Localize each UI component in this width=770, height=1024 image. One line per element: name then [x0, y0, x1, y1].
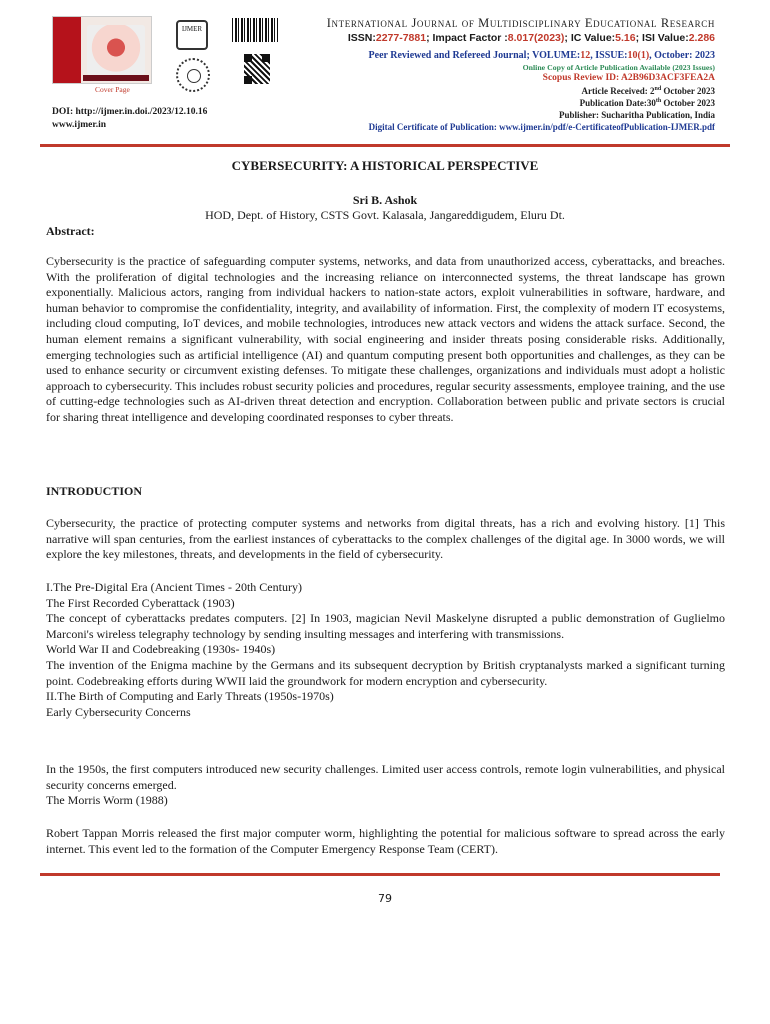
cover-strip	[83, 75, 149, 81]
peer-suffix: , October: 2023	[649, 50, 715, 61]
section-early-threats	[46, 762, 725, 809]
isi-label: ; ISI Value:	[635, 32, 689, 44]
impact-value: 8.017(2023)	[507, 32, 565, 44]
isi-value: 2.286	[688, 32, 715, 44]
section-morris-worm	[46, 826, 725, 857]
volume-value: 12	[580, 50, 591, 61]
subsection-text: The invention of the Enigma machine by the Germans and its subsequent decryption by British cryptanalysts marked a significant turning point. Codebreaking efforts during WWII laid the groundwork for modern encryption and cybersecurity.	[46, 657, 725, 688]
section-title: The Pre-Digital Era (Ancient Times - 20th Century)	[53, 580, 302, 594]
issn-value: 2277-7881	[375, 32, 427, 44]
subsection-text: In the 1950s, the first computers introduced new security challenges. Limited user access controls, remote login vulnerabilities, and physical security concerns emerged.	[46, 762, 725, 792]
pubdate-prefix: Publication Date:30	[579, 98, 656, 108]
qr-code-icon	[244, 54, 270, 84]
seal-icon	[176, 58, 210, 92]
barcode-icon	[232, 18, 278, 42]
pubdate-suffix: October 2023	[661, 98, 715, 108]
section-pre-digital	[46, 580, 725, 720]
intro-heading: INTRODUCTION	[46, 484, 143, 498]
ic-label: ; IC Value:	[564, 32, 616, 44]
author-affiliation: HOD, Dept. of History, CSTS Govt. Kalasala, Jangareddigudem, Eluru Dt.	[205, 208, 565, 222]
abstract-text: Cybersecurity is the practice of safeguarding computer systems, networks, and data from unauthorized access, cyberattacks, and breaches. With the proliferation of digital technologies and the increasing reliance on interconnected systems, the threat landscape has grown exponentially. Malicious actors, ranging from individual hackers to nation-state actors, exploit vulnerabilities in software, hardware, and human behavior to compromise the confidentiality, integrity, and availability of information. First, the complexity of modern IT ecosystems, including cloud computing, IoT devices, and mobile technologies, introduces new attack vectors and widens the attack surface. Second, the human element remains a significant vulnerability, with social engineering and insider threats posing considerable risks. Additionally, emerging technologies such as artificial intelligence (AI) and quantum computing present both opportunities and challenges, as they can be used to enhance security or circumvent existing defenses. To mitigate these challenges, organizations and individuals must adopt a holistic approach to cybersecurity. This includes robust security policies and procedures, regular security assessments, employee training, and the use of cutting-edge technologies such as AI-driven threat detection and encryption. Collaboration between public and private sectors is crucial for sharing threat intelligence and developing coordinated responses to cyber threats.	[46, 254, 725, 424]
scopus-id: Scopus Review ID: A2B96D3ACF3FEA2A	[542, 73, 715, 83]
badge-text: IJMER	[181, 25, 203, 33]
pubdate-sup: th	[655, 98, 662, 104]
section-number: I.	[46, 580, 53, 594]
section-heading	[46, 689, 725, 705]
subsection-text: Robert Tappan Morris released the first major computer worm, highlighting the potential for malicious software to spread across the early internet. This event led to the formation of the Computer Emergency Response Team (CERT).	[46, 826, 725, 856]
received-date	[582, 86, 715, 96]
journal-badge-icon	[176, 20, 208, 50]
paper-title: CYBERSECURITY: A HISTORICAL PERSPECTIVE	[231, 158, 539, 173]
subsection-title: The First Recorded Cyberattack (1903)	[46, 595, 235, 610]
footer-divider	[40, 873, 720, 876]
publication-date	[580, 98, 715, 108]
intro-text: Cybersecurity, the practice of protecting computer systems and networks from digital threats, has a rich and evolving history. [1] This narrative will span centuries, from the earliest instances of cyberattacks to the complex challenges of the digital age. In 3000 words, we will explore the key milestones, threats, and developments in the field of cybersecurity.	[46, 516, 725, 562]
page-number: 79	[378, 892, 392, 905]
issn-label: ISSN:	[347, 32, 376, 44]
impact-label: ; Impact Factor :	[426, 32, 508, 44]
issue-label: , ISSUE:	[590, 50, 628, 61]
section-number: II.	[46, 689, 57, 704]
received-suffix: October 2023	[661, 86, 715, 96]
website-link[interactable]: www.ijmer.in	[52, 120, 107, 130]
section-title: The Birth of Computing and Early Threats (1950s-1970s)	[57, 689, 334, 704]
cover-page-image	[52, 16, 152, 84]
issue-value: 10(1)	[627, 50, 650, 61]
peer-prefix: Peer Reviewed and Refereed Journal; VOLUME:	[368, 50, 581, 61]
publisher: Publisher: Sucharitha Publication, India	[558, 110, 715, 120]
cover-band	[53, 17, 81, 83]
online-copy-note: Online Copy of Article Publication Available (2023 Issues)	[522, 63, 715, 72]
author-name: Sri B. Ashok	[352, 193, 418, 207]
subsection-title: The Morris Worm (1988)	[46, 793, 168, 808]
section-heading	[46, 580, 725, 596]
ic-value: 5.16	[615, 32, 636, 44]
received-prefix: Article Received: 2	[581, 86, 655, 96]
journal-title: International Journal of Multidisciplinary Educational Research	[326, 16, 715, 30]
journal-metrics	[348, 32, 715, 44]
cover-page-label: Cover Page	[95, 85, 130, 94]
doi-block	[52, 106, 207, 132]
peer-review-line	[369, 50, 715, 61]
cover-art	[87, 25, 145, 75]
doi-link[interactable]: DOI: http://ijmer.in.doi./2023/12.10.16	[52, 107, 208, 117]
subsection-title: Early Cybersecurity Concerns	[46, 704, 191, 719]
subsection-text: The concept of cyberattacks predates computers. [2] In 1903, magician Nevil Maskelyne disrupted a public demonstration of Guglielmo Marconi's wireless telegraphy technology by sending insulting messages and interfering with transmissions.	[46, 611, 725, 641]
received-sup: nd	[654, 86, 662, 92]
subsection-title: World War II and Codebreaking (1930s- 1940s)	[46, 642, 276, 657]
abstract-heading: Abstract:	[46, 224, 95, 238]
header-divider	[40, 144, 730, 147]
certificate-link[interactable]: Digital Certificate of Publication: www.ijmer.in/pdf/e-CertificateofPublication-IJMER.pdf	[368, 122, 715, 132]
